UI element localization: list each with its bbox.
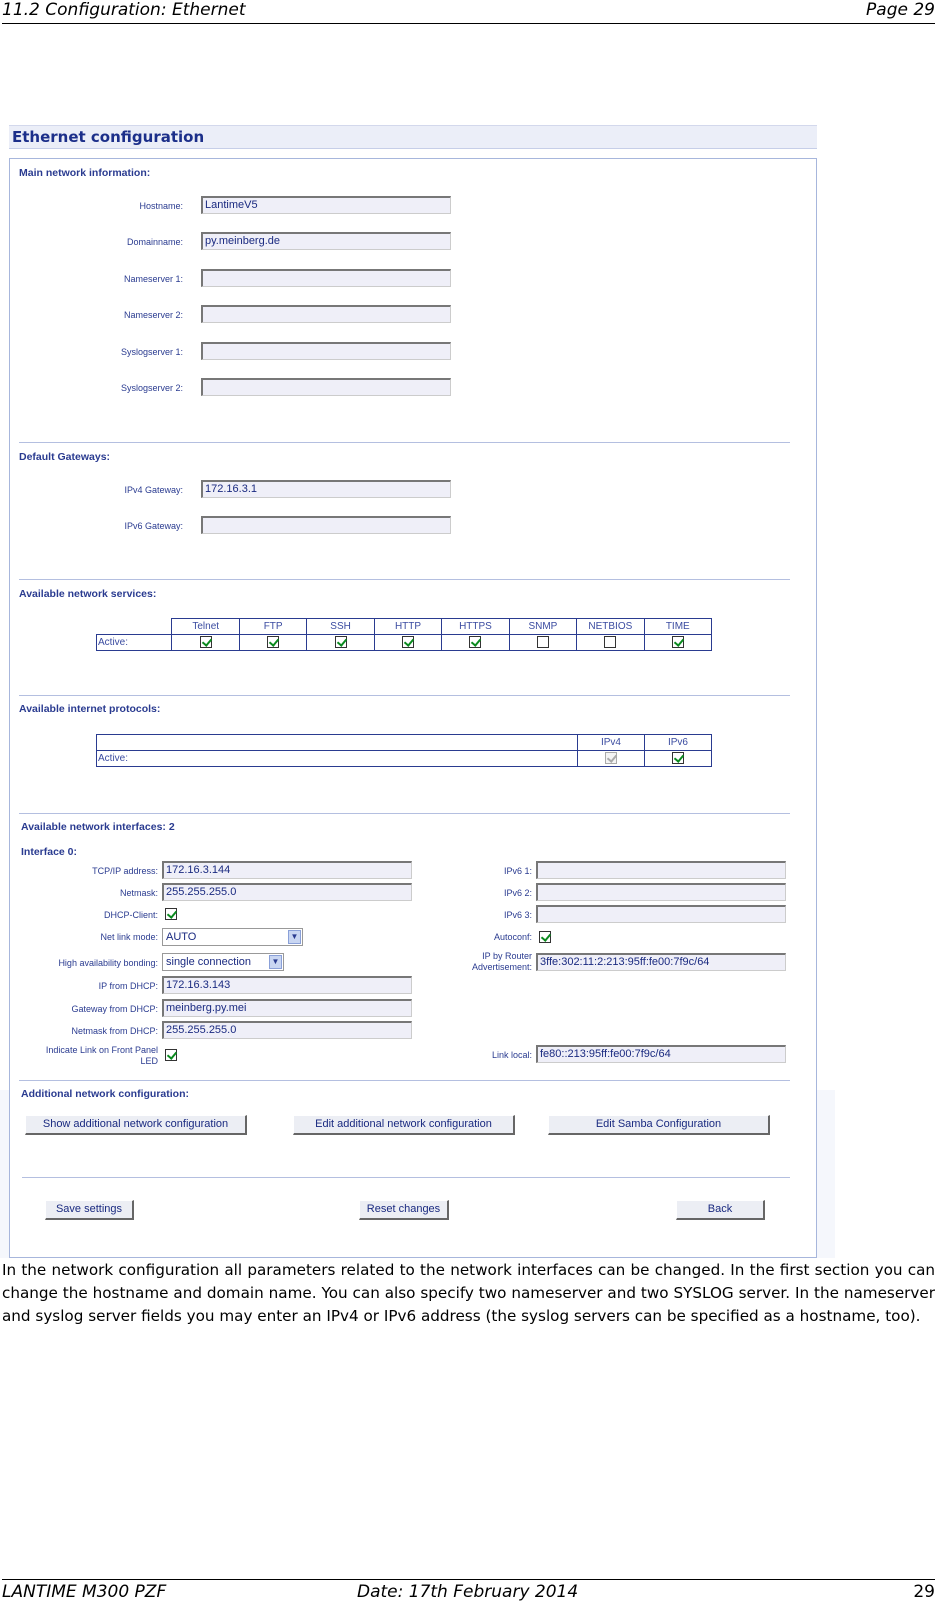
- https-checkbox[interactable]: [469, 636, 481, 648]
- protocols-active-label: Active:: [97, 751, 578, 767]
- time-checkbox[interactable]: [672, 636, 684, 648]
- dhcp-client-checkbox[interactable]: [165, 908, 177, 920]
- divider: [19, 695, 790, 696]
- interface-0-title: Interface 0:: [21, 846, 78, 858]
- protocol-header: IPv4: [578, 735, 645, 751]
- product-name: LANTIME M300 PZF: [2, 1582, 167, 1602]
- gateway-from-dhcp-input[interactable]: meinberg.py.mei: [162, 999, 412, 1017]
- syslogserver2-input[interactable]: [201, 378, 451, 396]
- netmask-label: Netmask:: [119, 888, 158, 898]
- divider: [19, 579, 790, 580]
- service-header: FTP: [239, 619, 306, 635]
- router-advertisement-label: IP by Router Advertisement:: [471, 951, 532, 972]
- gateway-from-dhcp-label: Gateway from DHCP:: [71, 1004, 158, 1014]
- edit-samba-button[interactable]: Edit Samba Configuration: [548, 1115, 770, 1135]
- hostname-input[interactable]: LantimeV5: [201, 196, 451, 214]
- netmask-from-dhcp-label: Netmask from DHCP:: [71, 1026, 158, 1036]
- page-header: [2, 0, 935, 24]
- netmask-from-dhcp-input[interactable]: 255.255.255.0: [162, 1021, 412, 1039]
- protocols-table: [96, 734, 712, 767]
- services-heading: Available network services:: [19, 588, 157, 600]
- edit-additional-button[interactable]: Edit additional network configuration: [293, 1115, 515, 1135]
- services-corner: [97, 619, 172, 635]
- chevron-down-icon[interactable]: ▼: [288, 930, 301, 944]
- page-footer: [2, 1579, 935, 1602]
- link-local-input[interactable]: fe80::213:95ff:fe00:7f9c/64: [536, 1045, 786, 1063]
- divider: [22, 1177, 790, 1178]
- divider: [19, 813, 790, 814]
- additional-heading: Additional network configuration:: [21, 1088, 189, 1100]
- show-additional-button[interactable]: Show additional network configuration: [25, 1115, 247, 1135]
- router-advertisement-input[interactable]: 3ffe:302:11:2:213:95ff:fe00:7f9c/64: [536, 953, 786, 971]
- domainname-label: Domainname:: [126, 237, 183, 247]
- ipv6-3-label: IPv6 3:: [503, 910, 532, 920]
- tcpip-address-input[interactable]: 172.16.3.144: [162, 861, 412, 879]
- section-title: 11.2 Configuration: Ethernet: [2, 0, 246, 20]
- bonding-value: single connection: [166, 956, 252, 968]
- front-panel-led-checkbox[interactable]: [165, 1049, 177, 1061]
- back-button[interactable]: Back: [676, 1200, 765, 1220]
- autoconf-checkbox[interactable]: [539, 931, 551, 943]
- page-number-header: Page 29: [866, 0, 935, 20]
- interfaces-heading: Available network interfaces: 2: [21, 821, 175, 833]
- service-header: NETBIOS: [577, 619, 644, 635]
- nameserver1-label: Nameserver 1:: [123, 274, 183, 284]
- service-header: Telnet: [172, 619, 239, 635]
- ipv6-gateway-label: IPv6 Gateway:: [124, 521, 183, 531]
- ip-from-dhcp-label: IP from DHCP:: [98, 981, 158, 991]
- config-title-bar: [9, 125, 817, 149]
- netbios-checkbox[interactable]: [604, 636, 616, 648]
- page-number-footer: 29: [913, 1582, 935, 1602]
- tcpip-address-label: TCP/IP address:: [92, 866, 158, 876]
- ipv6-3-input[interactable]: [536, 905, 786, 923]
- syslogserver1-input[interactable]: [201, 342, 451, 360]
- ipv4-gateway-input[interactable]: 172.16.3.1: [201, 480, 451, 498]
- snmp-checkbox[interactable]: [537, 636, 549, 648]
- net-link-mode-value: AUTO: [166, 931, 197, 943]
- ipv4-gateway-label: IPv4 Gateway:: [124, 485, 183, 495]
- syslogserver2-label: Syslogserver 2:: [120, 383, 183, 393]
- ftp-checkbox[interactable]: [267, 636, 279, 648]
- nameserver2-input[interactable]: [201, 305, 451, 323]
- divider: [19, 1080, 790, 1081]
- ipv6-2-input[interactable]: [536, 883, 786, 901]
- protocols-corner: [97, 735, 578, 751]
- service-header: HTTPS: [442, 619, 509, 635]
- autoconf-label: Autoconf:: [493, 932, 532, 942]
- divider: [19, 442, 790, 443]
- ipv6-1-label: IPv6 1:: [503, 866, 532, 876]
- net-link-mode-select[interactable]: [162, 928, 303, 946]
- netmask-input[interactable]: 255.255.255.0: [162, 883, 412, 901]
- bonding-select[interactable]: [162, 953, 284, 971]
- http-checkbox[interactable]: [402, 636, 414, 648]
- save-settings-button[interactable]: Save settings: [45, 1200, 134, 1220]
- ipv6-2-label: IPv6 2:: [503, 888, 532, 898]
- gateways-heading: Default Gateways:: [19, 451, 111, 463]
- ip-from-dhcp-input[interactable]: 172.16.3.143: [162, 976, 412, 994]
- service-header: TIME: [644, 619, 711, 635]
- ipv6-1-input[interactable]: [536, 861, 786, 879]
- service-header: SSH: [307, 619, 374, 635]
- net-link-mode-label: Net link mode:: [100, 932, 158, 942]
- service-header: SNMP: [509, 619, 576, 635]
- ipv6-gateway-input[interactable]: [201, 516, 451, 534]
- hostname-label: Hostname:: [139, 201, 183, 211]
- main-network-heading: Main network information:: [19, 167, 151, 179]
- domainname-input[interactable]: py.meinberg.de: [201, 232, 451, 250]
- nameserver2-label: Nameserver 2:: [123, 310, 183, 320]
- protocols-heading: Available internet protocols:: [19, 703, 161, 715]
- syslogserver1-label: Syslogserver 1:: [120, 347, 183, 357]
- ethernet-config-screenshot: [0, 118, 835, 1258]
- bonding-label: High availability bonding:: [58, 958, 158, 968]
- document-date: Date: 17th February 2014: [357, 1582, 579, 1602]
- services-table: [96, 618, 712, 651]
- protocol-header: IPv6: [645, 735, 712, 751]
- reset-changes-button[interactable]: Reset changes: [359, 1200, 449, 1220]
- config-title: Ethernet configuration: [12, 128, 205, 146]
- service-header: HTTP: [374, 619, 441, 635]
- ssh-checkbox[interactable]: [335, 636, 347, 648]
- telnet-checkbox[interactable]: [200, 636, 212, 648]
- services-active-label: Active:: [97, 635, 172, 651]
- link-local-label: Link local:: [491, 1050, 532, 1060]
- ipv6-checkbox[interactable]: [672, 752, 684, 764]
- ipv4-checkbox: [605, 752, 617, 764]
- description-paragraph: In the network configuration all parameters related to the network interfaces can be changed. In the first section you can change the hostname and domain name. You can also specify two nameserver and two SYSLOG server. In the nameserver and syslog server fields you may enter an IPv4 or IPv6 address (the syslog servers can be specified as a hostname, too).: [2, 1261, 935, 1325]
- nameserver1-input[interactable]: [201, 269, 451, 287]
- dhcp-client-label: DHCP-Client:: [103, 910, 158, 920]
- front-panel-led-label: Indicate Link on Front Panel LED: [45, 1045, 158, 1066]
- chevron-down-icon[interactable]: ▼: [269, 955, 282, 969]
